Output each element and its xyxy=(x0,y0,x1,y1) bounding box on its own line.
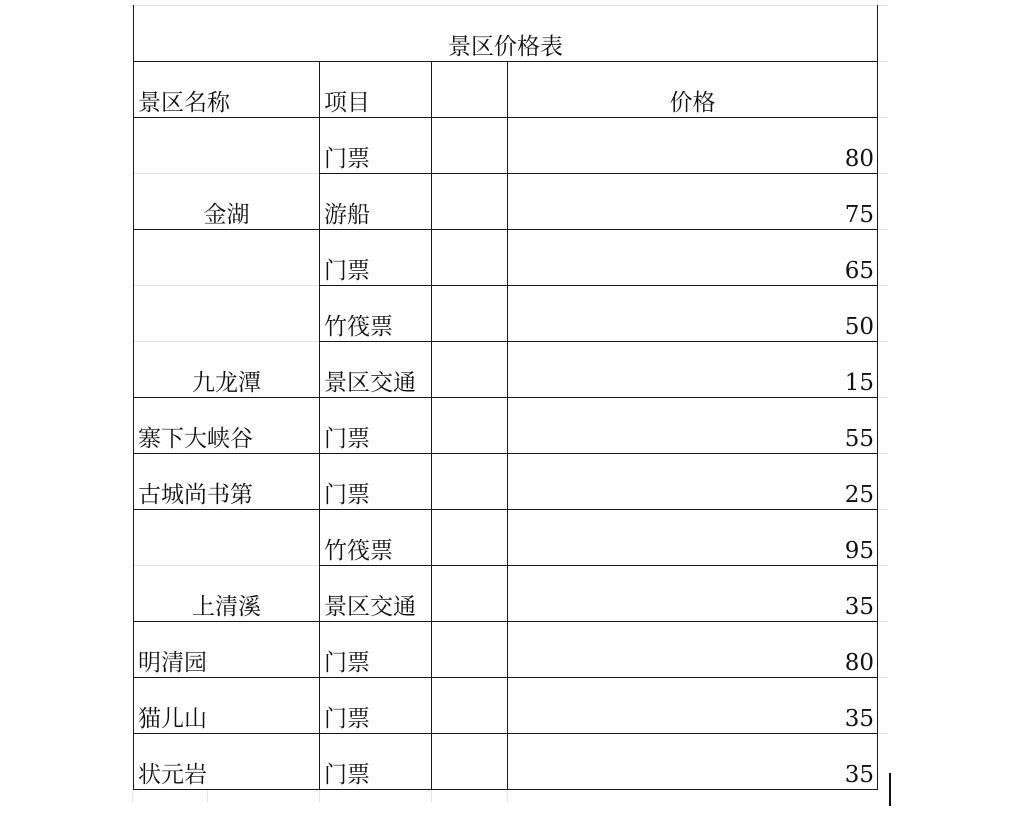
item-cell: 门票 xyxy=(324,650,370,676)
item-cell: 门票 xyxy=(324,762,370,788)
item-cell: 竹筏票 xyxy=(324,314,393,340)
item-cell: 门票 xyxy=(324,258,370,284)
header-scenic-name: 景区名称 xyxy=(138,90,230,116)
item-cell: 竹筏票 xyxy=(324,538,393,564)
item-cell: 游船 xyxy=(324,202,370,228)
scenic-name: 寨下大峡谷 xyxy=(138,426,253,452)
item-cell: 景区交通 xyxy=(324,370,416,396)
scenic-name: 九龙潭 xyxy=(192,370,261,396)
item-cell: 门票 xyxy=(324,706,370,732)
item-cell: 门票 xyxy=(324,426,370,452)
price-cell: 25 xyxy=(844,482,874,508)
header-price: 价格 xyxy=(669,90,716,116)
item-cell: 门票 xyxy=(324,146,370,172)
header-item: 项目 xyxy=(324,90,370,116)
item-cell: 景区交通 xyxy=(324,594,416,620)
price-cell: 35 xyxy=(844,706,874,732)
table-title: 景区价格表 xyxy=(448,34,563,60)
text-cursor xyxy=(889,773,891,806)
scenic-name: 猫儿山 xyxy=(138,706,207,732)
price-cell: 80 xyxy=(844,650,874,676)
price-cell: 15 xyxy=(844,370,874,396)
scenic-name: 金湖 xyxy=(203,202,250,228)
scenic-name: 明清园 xyxy=(138,650,207,676)
price-cell: 75 xyxy=(844,202,874,228)
price-cell: 55 xyxy=(844,426,874,452)
scenic-name: 古城尚书第 xyxy=(138,482,253,508)
price-cell: 35 xyxy=(844,594,874,620)
price-cell: 35 xyxy=(844,762,874,788)
price-cell: 50 xyxy=(844,314,874,340)
price-cell: 80 xyxy=(844,146,874,172)
price-cell: 65 xyxy=(844,258,874,284)
scenic-name: 状元岩 xyxy=(138,762,207,788)
price-cell: 95 xyxy=(844,538,874,564)
scenic-name: 上清溪 xyxy=(192,594,261,620)
item-cell: 门票 xyxy=(324,482,370,508)
